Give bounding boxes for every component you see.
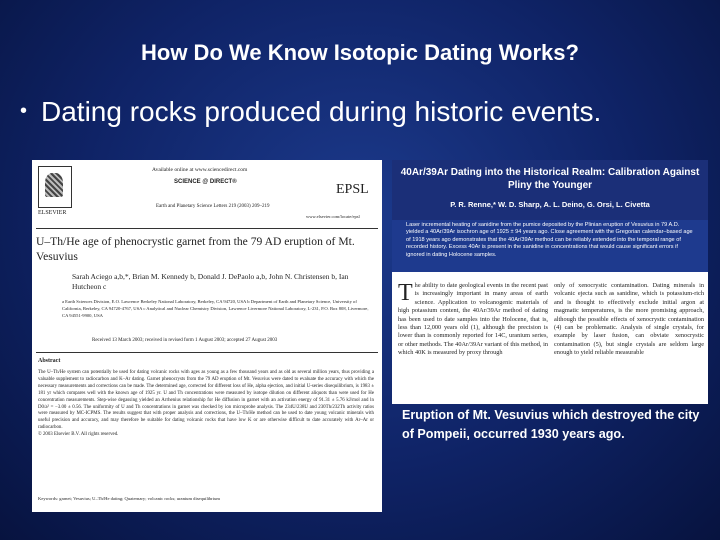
paper-header [36,164,378,226]
bullet-text: Dating rocks produced during historic events. [41,96,602,127]
image-caption: Eruption of Mt. Vesuvius which destroyed the city of Pompeii, occurred 1930 years ago. [402,408,700,441]
divider [36,228,378,229]
paper-image-epsl [32,160,382,512]
drop-cap: T [398,280,413,306]
paper-authors: Sarah Aciego a,b,*, Brian M. Kennedy b, Donald J. DePaolo a,b, John N. Christensen b, Ian Hutcheon c [72,272,349,291]
paper-title: 40Ar/39Ar Dating into the Historical Realm: Calibration Against Pliny the Younger [400,167,700,191]
bullet-item [20,96,710,128]
abstract-heading: Abstract [38,358,61,364]
paper-title: U–Th/He age of phenocrystic garnet from the 79 AD eruption of Mt. Vesuvius [36,235,355,263]
paper-affiliations: a Earth Sciences Division, E.O. Lawrence Berkeley National Laboratory, Berkeley, CA 94720, USA b Department of Earth and Planetary Science, University of California, Berkeley, CA 94720-4767, USA c Analytical and Nuclear Chemistry Division, Lawrence Livermore National Laboratory, L-231, P.O. Box 808, Livermore, CA 94551-9900, USA [62,299,369,318]
paper-authors: P. R. Renne,* W. D. Sharp, A. L. Deino, G. Orsi, L. Civetta [450,200,650,209]
bullet-dot: • [20,100,28,122]
abstract-text: Laser incremental heating of sanidine from the pumice deposited by the Plinian eruption of Vesuvius in 79 A.D. yielded a 40Ar/39Ar isochron age of 1925 ± 94 years ago. Close agreement with the Gregorian calendar–based age of 1918 years ago demonstrates that the 40Ar/39Ar method can be reliably extended into the temporal range of recorded history. Excess 40Ar is present in the sanidine in concentrations that would cause significant errors if ignored in dating Holocene samples. [392,220,708,272]
abstract-text [38,370,374,439]
abstract-body: The U–Th/He system can potentially be used for dating volcanic rocks with ages as young as a few thousand years and as old as several million years, thus providing a valuable supplement to radiocarbon and K–Ar dating. Garnet phenocrysts from the 79 AD eruption of Mt. Vesuvius were dated to evaluate the accuracy with which the necessary measurements and corrections can be made. The determined age, corrected for different loss of He, alpha ejection, and initial U-series disequilibrium, is 1983 ± 181 yr which compares well with the known age of 1925 yr. U and Th concentrations were measured by isotope dilution on different aliquots than were used for He concentration measurements. Step-wise degassing yielded an Arrhenius relationship for He diffusion in garnet with an activation energy of 91.31 ± 5.76 kJ/mol and ln D0/a² = −3.00 ± 0.56. The uniformity of U and Th concentrations in garnet was checked by ion microprobe analysis. The 234U/238U and 230Th/232Th activity ratios were measured by MC-ICPMS. The results suggest that with proper analysis and corrections, the U–Th/He method can be used to date young volcanic minerals with useful precision and accuracy, and may therefore be suitable for dating volcanic rocks that have low K or are otherwise difficult to date accurately with Ar–Ar or radiocarbon. [38,370,374,431]
body-column-left [398,282,548,358]
received-dates: Received 13 March 2003; received in revised form 1 August 2003; accepted 27 August 2003 [92,338,278,343]
divider [36,352,378,353]
body-column-right: only of xenocrystic contamination. Dating minerals in volcanic ejecta such as sanidine, which is potassium-rich and is thought to effectively exclude initial argon at magmatic temperatures, is the more promising approach, although the possible effects of xenocrystic contamination (4) can be problematic. Analysis of single crystals, for example by laser fusion, can obviate xenocrystic contamination (5), but single crystals are seldom large enough to yield reliable measurable [554,282,704,357]
paper-header-band [392,160,708,220]
paper-image-science [392,160,708,404]
journal-url: www.elsevier.com/locate/epsl [306,214,360,219]
keywords: Keywords: garnet; Vesuvius; U–Th/He dating; Quaternary; volcanic rocks; uranium disequilibrium [38,496,220,501]
slide-title: How Do We Know Isotopic Dating Works? [141,40,579,65]
sciencedirect-logo: SCIENCE @ DIRECT® [174,179,237,185]
column-text: he ability to date geological events in the recent past is increasingly important in many areas of earth science. Application to volcanogenic materials of high potassium content, the 40Ar/39Ar method of dating has been used to date samples into the Holocene, that is, less than 12,000 years old (1), although the precision is lower than is commonly reported for 14C, uranium series, or other methods. The 40Ar/39Ar variant of this method, in which 40K is measured by proxy through [398,282,548,357]
available-online: Available online at www.sciencedirect.com [152,167,248,173]
journal-reference: Earth and Planetary Science Letters 219 (2003) 209–219 [156,204,270,209]
publisher-name: ELSEVIER [38,210,67,216]
elsevier-tree-icon [38,166,72,208]
journal-abbrev: EPSL [336,182,369,197]
copyright: © 2003 Elsevier B.V. All rights reserved. [38,432,119,438]
